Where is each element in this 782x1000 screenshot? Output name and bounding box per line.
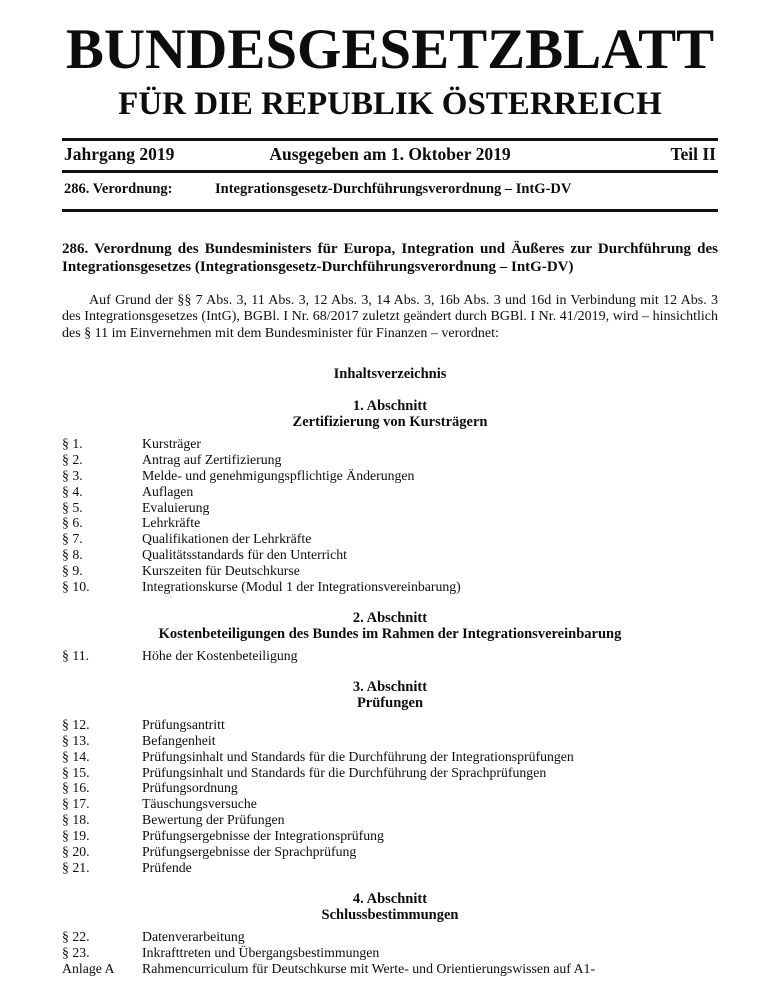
toc-entry — [62, 436, 718, 452]
toc-entry — [62, 945, 718, 961]
toc-section-heading — [62, 891, 718, 924]
toc-section-subtitle: Prüfungen — [356, 695, 424, 712]
toc-entry-label: Prüfende — [142, 860, 192, 876]
regulation-title: Integrationsgesetz-Durchführungsverordnung – IntG-DV — [215, 181, 572, 197]
toc-entry-ref: § 12. — [62, 716, 90, 732]
toc-section-subtitle: Kostenbeteiligungen des Bundes im Rahmen der Integrationsvereinbarung — [158, 626, 622, 643]
toc-entry-ref: § 21. — [62, 860, 90, 876]
toc-entry-label: Prüfungsergebnisse der Integrationsprüfung — [142, 828, 384, 844]
toc-entry — [62, 812, 718, 828]
toc-section-number: 1. Abschnitt — [352, 397, 428, 414]
toc-entry-label: Prüfungsergebnisse der Sprachprüfung — [142, 844, 357, 860]
regulation-number: 286. Verordnung: — [64, 181, 173, 197]
toc-entry-ref: § 4. — [62, 483, 83, 499]
toc-entry-ref: § 19. — [62, 828, 90, 844]
toc-entry-ref: § 15. — [62, 764, 90, 780]
toc-entry-ref: § 20. — [62, 844, 90, 860]
issue-bar — [62, 138, 718, 173]
toc-entry-label: Bewertung der Prüfungen — [142, 812, 285, 828]
toc-entry-ref: § 10. — [62, 579, 90, 595]
toc-entry — [62, 547, 718, 563]
toc-entry-ref: § 11. — [62, 647, 90, 663]
toc-section-number: 4. Abschnitt — [352, 890, 428, 907]
gazette-page — [0, 18, 782, 1000]
toc-section-number: 2. Abschnitt — [352, 609, 428, 626]
toc-entry — [62, 733, 718, 749]
toc-entry-label: Kursträger — [142, 435, 201, 451]
toc-entry-ref: § 18. — [62, 812, 90, 828]
toc-entry — [62, 579, 718, 595]
toc-entry — [62, 531, 718, 547]
toc-title: Inhaltsverzeichnis — [333, 365, 447, 382]
toc-entry-label: Qualifikationen der Lehrkräfte — [142, 531, 312, 547]
toc-entry-label: Höhe der Kostenbeteiligung — [142, 647, 298, 663]
toc-entry-label: Antrag auf Zertifizierung — [142, 451, 282, 467]
toc-entry-ref: Anlage A — [62, 960, 115, 976]
toc-entry-label: Prüfungsantritt — [142, 716, 225, 732]
toc-entry-ref: § 6. — [62, 515, 83, 531]
toc-entry-label: Auflagen — [142, 483, 194, 499]
toc-entry — [62, 648, 718, 664]
gazette-subtitle: FÜR DIE REPUBLIK ÖSTERREICH — [118, 86, 662, 122]
toc-entry — [62, 500, 718, 516]
toc-entry-label: Prüfungsinhalt und Standards für die Durchführung der Integrationsprüfungen — [142, 748, 574, 764]
toc-entry-ref: § 22. — [62, 928, 90, 944]
toc-entry-ref: § 14. — [62, 748, 90, 764]
toc-entry — [62, 452, 718, 468]
issue-year: Jahrgang 2019 — [64, 144, 175, 164]
toc-entry-ref: § 16. — [62, 780, 90, 796]
gazette-title: BUNDESGESETZBLATT — [65, 18, 715, 81]
toc-entry — [62, 515, 718, 531]
toc-entry — [62, 780, 718, 796]
toc-entry-label: Qualitätsstandards für den Unterricht — [142, 547, 347, 563]
decree-preamble: Auf Grund der §§ 7 Abs. 3, 11 Abs. 3, 12 Abs. 3, 14 Abs. 3, 16b Abs. 3 und 16d in Verbindung mit 12 Abs. 3 des Integrationsgesetzes (IntG), BGBl. I Nr. 68/2017 zuletzt geändert durch BGBl. I Nr. 41/2019, wird – hinsichtlich des § 11 im Einvernehmen mit dem Bundesminister für Finanzen – verordnet: — [62, 293, 718, 341]
toc-entry-label: Inkrafttreten und Übergangsbestimmungen — [142, 944, 380, 960]
toc-entry-ref: § 3. — [62, 467, 83, 483]
toc-entry — [62, 563, 718, 579]
toc-entry-ref: § 23. — [62, 944, 90, 960]
regulation-line — [62, 173, 718, 212]
toc-entry-label: Lehrkräfte — [142, 515, 201, 531]
toc-entry — [62, 484, 718, 500]
decree-heading: 286. Verordnung des Bundesministers für Europa, Integration und Äußeres zur Durchführung des Integrationsgesetzes (Integrationsgesetz-Durchführungsverordnung – IntG-DV) — [62, 241, 718, 275]
toc-entry — [62, 765, 718, 781]
toc-entry — [62, 828, 718, 844]
toc-entry-label: Kurszeiten für Deutschkurse — [142, 563, 300, 579]
toc-entry — [62, 468, 718, 484]
toc-entry-ref: § 5. — [62, 499, 83, 515]
toc-entry — [62, 860, 718, 876]
toc-entry-ref: § 7. — [62, 531, 83, 547]
toc-entry — [62, 929, 718, 945]
toc-entry — [62, 749, 718, 765]
toc-section-subtitle: Schlussbestimmungen — [321, 907, 459, 924]
toc-entry-label: Datenverarbeitung — [142, 928, 245, 944]
issue-part: Teil II — [670, 144, 716, 164]
toc-entry — [62, 717, 718, 733]
toc-entry-label: Prüfungsinhalt und Standards für die Durchführung der Sprachprüfungen — [142, 764, 547, 780]
toc-entry — [62, 961, 718, 977]
toc-entry-label: Täuschungsversuche — [142, 796, 257, 812]
toc-entry-label: Evaluierung — [142, 499, 210, 515]
toc-entry-ref: § 17. — [62, 796, 90, 812]
toc-entry-ref: § 8. — [62, 547, 83, 563]
toc-section-heading — [62, 610, 718, 643]
toc-sections — [62, 398, 718, 977]
toc-entry-label: Befangenheit — [142, 732, 216, 748]
issue-date: Ausgegeben am 1. Oktober 2019 — [269, 144, 511, 164]
toc-section-heading — [62, 679, 718, 712]
toc-entry-label: Integrationskurse (Modul 1 der Integrationsvereinbarung) — [142, 579, 461, 595]
toc-entry-label: Prüfungsordnung — [142, 780, 238, 796]
toc-entry-ref: § 1. — [62, 435, 83, 451]
toc-entry-label: Rahmencurriculum für Deutschkurse mit Werte- und Orientierungswissen auf A1- — [142, 960, 596, 976]
toc-section-subtitle: Zertifizierung von Kursträgern — [292, 414, 488, 431]
toc-entry-ref: § 9. — [62, 563, 83, 579]
toc-entry-label: Melde- und genehmigungspflichtige Änderungen — [142, 467, 415, 483]
toc-entry-ref: § 2. — [62, 451, 83, 467]
toc-entry — [62, 796, 718, 812]
masthead — [62, 18, 718, 122]
toc-section-heading — [62, 398, 718, 431]
toc-section-number: 3. Abschnitt — [352, 678, 428, 695]
toc-entry — [62, 844, 718, 860]
toc-entry-ref: § 13. — [62, 732, 90, 748]
